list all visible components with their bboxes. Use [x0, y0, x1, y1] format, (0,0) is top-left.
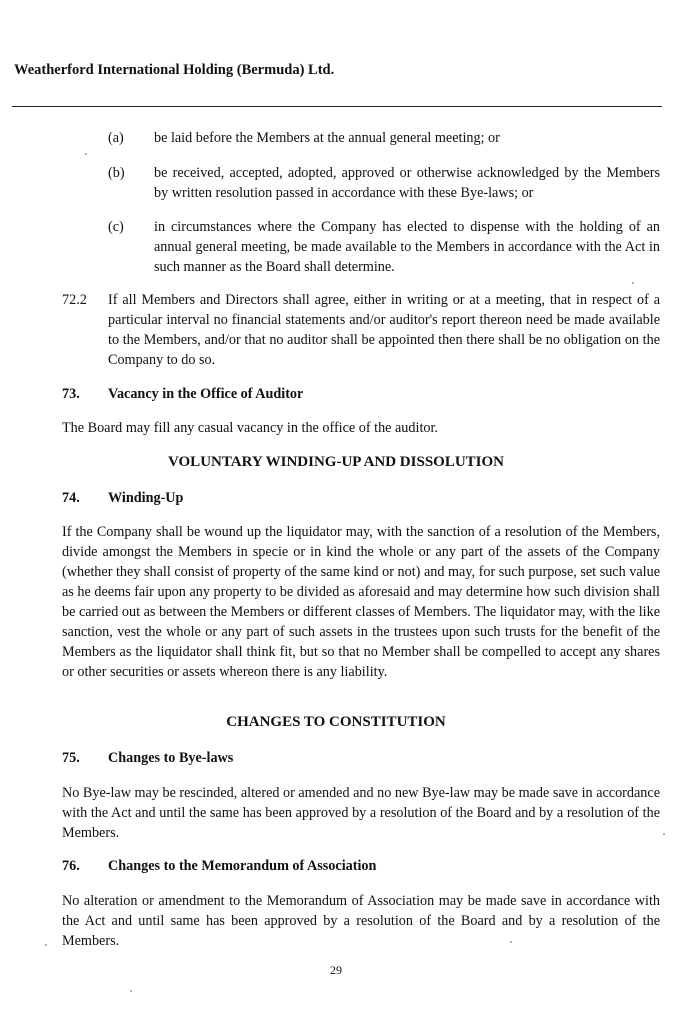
- section-title: Changes to the Memorandum of Association: [108, 858, 377, 874]
- scan-speck: [510, 941, 512, 943]
- scan-speck: [632, 282, 634, 284]
- heading-voluntary-winding-up: VOLUNTARY WINDING-UP AND DISSOLUTION: [167, 454, 505, 470]
- section-number: 76.: [62, 858, 80, 874]
- section-75-text: No Bye-law may be rescinded, altered or amended and no new Bye-law may be made save in accordance with the Act and until the same has been approved by a resolution of the Board and by a resolution of the Members.: [62, 785, 660, 841]
- list-item-text: in circumstances where the Company has elected to dispense with the holding of an annual general meeting, be made available to the Members in accordance with the Act in such manner as the Board shall determine.: [154, 219, 660, 275]
- section-76-text: No alteration or amendment to the Memorandum of Association may be made save in accordance with the Act and until same has been approved by a resolution of the Board and by a resolution of the Members.: [62, 893, 660, 949]
- section-title: Vacancy in the Office of Auditor: [108, 386, 304, 402]
- section-title: Winding-Up: [108, 490, 184, 506]
- page-number: 29: [330, 963, 342, 977]
- list-item-label: (c): [108, 219, 124, 235]
- paragraph-text: If all Members and Directors shall agree, either in writing or at a meeting, that in respect of a particular interval no financial statements and/or auditor's report thereon need be made available to the Members, and/or that no auditor shall be appointed then there shall be no obligation on the Company to do so.: [108, 292, 660, 368]
- list-item-label: (a): [108, 130, 124, 146]
- section-74-text: If the Company shall be wound up the liquidator may, with the sanction of a resolution of the Members, divide amongst the Members in specie or in kind the whole or any part of the assets of the Company (whether they shall consist of property of the same kind or not) and may, for such purpose, set such value as he deems fair upon any property to be divided as aforesaid and may determine how such division shall be carried out as between the Members or different classes of Members. The liquidator may, with the like sanction, vest the whole or any part of such assets in the trustees upon such trusts for the benefit of the Members as the liquidator shall think fit, but so that no Member shall be compelled to accept any shares or other securities or assets whereon there is any liability.: [62, 524, 660, 680]
- scan-speck: [45, 944, 47, 946]
- document-header: Weatherford International Holding (Bermuda) Ltd.: [14, 62, 335, 78]
- heading-changes-to-constitution: CHANGES TO CONSTITUTION: [226, 714, 446, 730]
- section-number: 75.: [62, 750, 80, 766]
- header-rule: [12, 106, 662, 107]
- list-item-label: (b): [108, 165, 125, 181]
- list-item-text: be received, accepted, adopted, approved or otherwise acknowledged by the Members by written resolution passed in accordance with these Bye-laws; or: [154, 165, 660, 201]
- scan-speck: [130, 990, 132, 992]
- section-number: 73.: [62, 386, 80, 402]
- scan-speck: [85, 153, 87, 155]
- section-title: Changes to Bye-laws: [108, 750, 234, 766]
- list-item-text: be laid before the Members at the annual general meeting; or: [154, 130, 500, 146]
- paragraph-number: 72.2: [62, 292, 87, 308]
- scan-speck: [663, 833, 665, 835]
- section-number: 74.: [62, 490, 80, 506]
- section-73-text: The Board may fill any casual vacancy in the office of the auditor.: [62, 420, 438, 436]
